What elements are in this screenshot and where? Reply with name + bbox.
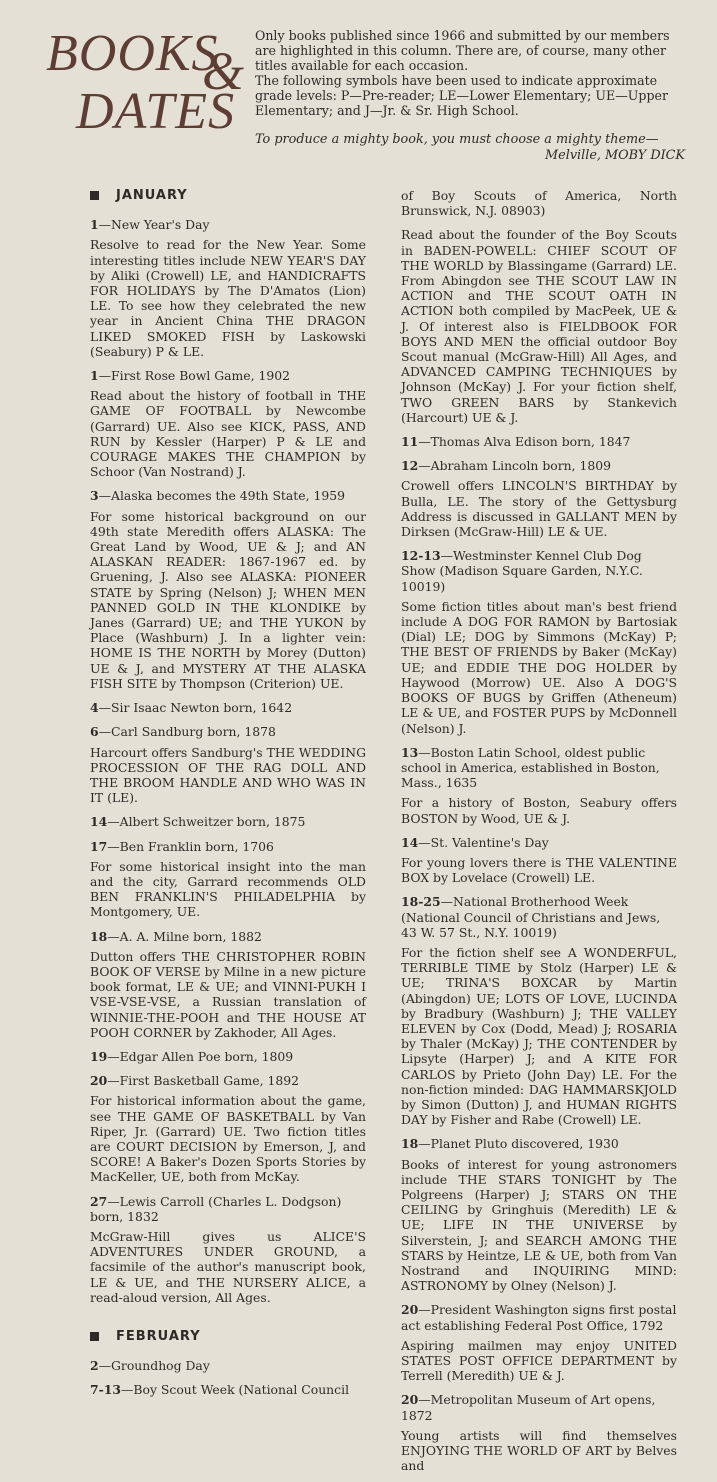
- logo-word-books: BOOKS: [46, 25, 219, 82]
- epigraph-quote: [255, 132, 685, 164]
- date-entry: [401, 548, 677, 735]
- entry-description: Young artists will find themselves ENJOYING THE WORLD OF ART by Belves and: [401, 1427, 677, 1474]
- date-entry: [90, 488, 366, 691]
- entry-event-title: —President Washington signs first postal act establishing Federal Post Office, 1792: [401, 1302, 677, 1333]
- date-entry: [90, 724, 366, 805]
- date-entry: [90, 1382, 366, 1397]
- month-label: FEBRUARY: [116, 1329, 201, 1344]
- bullet-square-icon: [90, 1332, 99, 1341]
- date-entry: [90, 1194, 366, 1305]
- entry-day-number: 7-13: [90, 1382, 122, 1398]
- right-column: [401, 188, 677, 1482]
- intro-paragraph-2: The following symbols have been used to indicate approximate grade levels: P—Pre-reader; LE—Lower Elementary; UE—Upper Elementary; and J—Jr. & Sr. High School.: [255, 73, 669, 118]
- page-header: [0, 0, 717, 180]
- entry-date-line: [90, 1358, 366, 1373]
- entry-event-title: —Albert Schweitzer born, 1875: [107, 814, 306, 830]
- entry-date-line: [90, 368, 366, 383]
- entry-description: For the fiction shelf see A WONDERFUL, TERRIBLE TIME by Stolz (Harper) LE & UE; TRINA'S BOXCAR by Martin (Abingdon) UE; LOTS OF LOVE, LUCINDA by Bradbury (Washburn) J; THE VALLEY ELEVEN by Cox (Dodd, Mead) J; ROSARIA by Thaler (McKay) J; THE CONTENDER by Lipsyte (Harper) J; and A KITE FOR CARLOS by Prieto (John Day) LE. For the non-fiction minded: DAG HAMMARSKJOLD by Simon (Dutton) J, and HUMAN RIGHTS DAY by Fisher and Rabe (Crowell) LE.: [401, 944, 677, 1128]
- entry-event-title: —Westminster Kennel Club Dog Show (Madison Square Garden, N.Y.C. 10019): [401, 548, 643, 594]
- entry-day-number: 20: [401, 1392, 419, 1408]
- date-entry: [90, 700, 366, 715]
- entry-day-number: 18: [90, 928, 108, 944]
- logo-ampersand: &: [202, 41, 245, 101]
- entry-date-line: [401, 745, 677, 791]
- entry-date-line: [401, 458, 677, 473]
- entry-date-line: [90, 1049, 366, 1064]
- entry-event-title: —National Brotherhood Week (National Council of Christians and Jews, 43 W. 57 St., N.Y. 10019): [401, 894, 661, 940]
- entry-description: Aspiring mailmen may enjoy UNITED STATES POST OFFICE DEPARTMENT by Terrell (Meredith) UE & J.: [401, 1337, 677, 1384]
- continued-entry: [401, 188, 677, 218]
- date-entry: [90, 814, 366, 829]
- entry-day-number: 19: [90, 1048, 108, 1064]
- entry-description: For young lovers there is THE VALENTINE BOX by Lovelace (Crowell) LE.: [401, 854, 677, 886]
- entry-event-title: —Edgar Allen Poe born, 1809: [107, 1048, 294, 1064]
- entry-day-number: 17: [90, 838, 108, 854]
- entry-event-title: —Ben Franklin born, 1706: [107, 838, 274, 854]
- entry-event-title: —Boston Latin School, oldest public school in America, established in Boston, Mass., 1635: [401, 744, 660, 791]
- quote-text: To produce a mighty book, you must choose a mighty theme—: [255, 132, 659, 147]
- entry-description: Some fiction titles about man's best friend include A DOG FOR RAMON by Bartosiak (Dial) LE; DOG by Simmons (McKay) P; THE BEST OF FRIENDS by Baker (McKay) UE; and EDDIE THE DOG HOLDER by Haywood (Morrow) UE. Also A DOG'S BOOKS OF BUGS by Griffen (Atheneum) LE & UE, and FOSTER PUPS by McDonnell (Nelson) J.: [401, 598, 677, 736]
- continuation-text: of Boy Scouts of America, North Brunswick, N.J. 08903): [401, 188, 677, 219]
- february-entries: [90, 1358, 366, 1397]
- date-entry: [90, 217, 366, 359]
- february-entries-continued: [401, 227, 677, 1473]
- entry-description: Read about the history of football in THE GAME OF FOOTBALL by Newcombe (Garrard) UE. Also see KICK, PASS, AND RUN by Kessler (Harper) P & LE and COURAGE MAKES THE CHAMPION by Schoor (Van Nostrand) J.: [90, 388, 366, 480]
- entry-date-line: [401, 1302, 677, 1332]
- date-entry: [401, 894, 677, 1127]
- entry-date-line: [90, 814, 366, 829]
- entry-event-title: —Alaska becomes the 49th State, 1959: [98, 488, 346, 504]
- entry-day-number: 20: [401, 1302, 419, 1318]
- quote-attribution: Melville, MOBY DICK: [545, 148, 685, 163]
- entry-day-number: 20: [90, 1073, 108, 1089]
- entry-event-title: —Groundhog Day: [98, 1358, 210, 1374]
- entry-event-title: —First Rose Bowl Game, 1902: [98, 368, 291, 384]
- entry-date-line: [401, 434, 677, 449]
- intro-text: [255, 28, 685, 118]
- entry-day-number: 13: [401, 744, 419, 760]
- entry-event-title: —Abraham Lincoln born, 1809: [418, 458, 612, 474]
- entry-day-number: 1: [90, 217, 99, 233]
- entry-date-line: [401, 1392, 677, 1422]
- entry-day-number: 27: [90, 1193, 108, 1209]
- entry-day-number: 18-25: [401, 894, 441, 910]
- entry-date-line: [90, 1194, 366, 1224]
- books-and-dates-logo: [46, 24, 246, 144]
- entry-description: Dutton offers THE CHRISTOPHER ROBIN BOOK OF VERSE by Milne in a new picture book format, LE & UE; and VINNI-PUKH I VSE-VSE-VSE, a Russian translation of WINNIE-THE-POOH and THE HOUSE AT POOH CORNER by Zakhoder, All Ages.: [90, 948, 366, 1040]
- entry-event-title: —New Year's Day: [98, 217, 210, 233]
- entry-date-line: [401, 894, 677, 940]
- entry-day-number: 14: [90, 814, 108, 830]
- entry-description: For some historical insight into the man and the city, Garrard recommends OLD BEN FRANKLIN'S PHILADELPHIA by Montgomery, UE.: [90, 858, 366, 920]
- entry-description: Crowell offers LINCOLN'S BIRTHDAY by Bulla, LE. The story of the Gettysburg Address is discussed in GALLANT MEN by Dirksen (McGraw-Hill) LE & UE.: [401, 478, 677, 540]
- entry-day-number: 12: [401, 458, 419, 474]
- date-entry: [90, 929, 366, 1040]
- entry-date-line: [90, 1382, 366, 1397]
- entry-event-title: —Planet Pluto discovered, 1930: [418, 1136, 619, 1152]
- entry-description: For some historical background on our 49th state Meredith offers ALASKA: The Great Land by Wood, UE & J; and AN ALASKAN READER: 1867-1967 ed. by Gruening, J. Also see ALASKA: PIONEER STATE by Spring (Nelson) J; WHEN MEN PANNED GOLD IN THE KLONDIKE by Janes (Garrard) UE; and THE YUKON by Place (Washburn) J. In a lighter vein: HOME IS THE NORTH by Morey (Dutton) UE & J, and MYSTERY AT THE ALASKA FISH SITE by Thompson (Criterion) UE.: [90, 508, 366, 691]
- entry-event-title: —A. A. Milne born, 1882: [107, 928, 262, 944]
- date-entry: [401, 1302, 677, 1383]
- entry-date-line: [90, 929, 366, 944]
- entry-event-title: —Thomas Alva Edison born, 1847: [418, 434, 631, 450]
- entry-day-number: 6: [90, 724, 99, 740]
- date-entry: [90, 1358, 366, 1373]
- month-heading-january: [90, 188, 366, 203]
- intro-paragraph-1: Only books published since 1966 and submitted by our members are highlighted in this column. There are, of course, many other titles available for each occasion.: [255, 28, 670, 73]
- entry-day-number: 14: [401, 834, 419, 850]
- entry-event-title: —First Basketball Game, 1892: [107, 1073, 300, 1089]
- month-label: JANUARY: [116, 188, 188, 203]
- date-entry: [401, 227, 677, 425]
- entry-date-line: [401, 1136, 677, 1151]
- entry-day-number: 2: [90, 1358, 99, 1374]
- entry-day-number: 3: [90, 488, 99, 504]
- entry-event-title: —St. Valentine's Day: [418, 834, 549, 850]
- entry-date-line: [90, 488, 366, 503]
- entry-description: Resolve to read for the New Year. Some interesting titles include NEW YEAR'S DAY by Aliki (Crowell) LE, and HANDICRAFTS FOR HOLIDAYS by The D'Amatos (Lion) LE. To see how they celebrated the new year in Ancient China THE DRAGON LIKED SMOKED FISH by Laskowski (Seabury) P & LE.: [90, 237, 366, 359]
- entry-date-line: [401, 548, 677, 594]
- january-entries: [90, 217, 366, 1305]
- month-heading-february: [90, 1329, 366, 1344]
- entry-description: For a history of Boston, Seabury offers BOSTON by Wood, UE & J.: [401, 795, 677, 826]
- entry-event-title: —Lewis Carroll (Charles L. Dodgson) born, 1832: [90, 1193, 342, 1224]
- date-entry: [90, 1049, 366, 1064]
- entry-date-line: [90, 724, 366, 739]
- entry-date-line: [90, 700, 366, 715]
- entry-description: Read about the founder of the Boy Scouts in BADEN-POWELL: CHIEF SCOUT OF THE WORLD by Blassingame (Garrard) LE. From Abingdon see THE SCOUT LAW IN ACTION and THE SCOUT OATH IN ACTION both compiled by MacPeek, UE & J. Of interest also is FIELDBOOK FOR BOYS AND MEN the official outdoor Boy Scout manual (McGraw-Hill) All Ages, and ADVANCED CAMPING TECHNIQUES by Johnson (McKay) J. For your fiction shelf, TWO GREEN BARS by Stankevich (Harcourt) UE & J.: [401, 227, 677, 425]
- logo-word-dates: DATES: [76, 83, 236, 140]
- entry-description: McGraw-Hill gives us ALICE'S ADVENTURES UNDER GROUND, a facsimile of the author's manuscript book, LE & UE, and THE NURSERY ALICE, a read-aloud version, All Ages.: [90, 1228, 366, 1305]
- entry-day-number: 12-13: [401, 548, 441, 564]
- date-entry: [401, 458, 677, 539]
- entry-date-line: [90, 839, 366, 854]
- date-entry: [401, 434, 677, 449]
- entry-day-number: 4: [90, 700, 99, 716]
- entry-description: Books of interest for young astronomers include THE STARS TONIGHT by The Polgreens (Harper) J; STARS ON THE CEILING by Gringhuis (Meredith) LE & UE; LIFE IN THE UNIVERSE by Silverstein, J; and SEARCH AMONG THE STARS by Heintze, LE & UE, both from Van Nostrand and INQUIRING MIND: ASTRONOMY by Olney (Nelson) J.: [401, 1156, 677, 1294]
- date-entry: [90, 839, 366, 920]
- left-column: [90, 188, 366, 1407]
- entry-day-number: 1: [90, 368, 99, 384]
- entry-event-title: —Sir Isaac Newton born, 1642: [98, 700, 293, 716]
- entry-date-line: [90, 1073, 366, 1088]
- entry-description: Harcourt offers Sandburg's THE WEDDING PROCESSION OF THE RAG DOLL AND THE BROOM HANDLE AND WHO WAS IN IT (LE).: [90, 744, 366, 806]
- date-entry: [90, 368, 366, 479]
- entry-day-number: 18: [401, 1136, 419, 1152]
- entry-description: For historical information about the game, see THE GAME OF BASKETBALL by Van Riper, Jr. (Garrard) UE. Two fiction titles are COURT DECISION by Emerson, J, and SCORE! A Baker's Dozen Sports Stories by MacKeller, UE, both from McKay.: [90, 1093, 366, 1185]
- date-entry: [401, 1392, 677, 1473]
- entry-day-number: 11: [401, 434, 419, 450]
- date-entry: [401, 745, 677, 826]
- entry-event-title: —Metropolitan Museum of Art opens, 1872: [401, 1392, 656, 1423]
- entry-date-line: [90, 217, 366, 232]
- date-entry: [90, 1073, 366, 1184]
- date-entry: [401, 1136, 677, 1293]
- bullet-square-icon: [90, 191, 99, 200]
- entry-event-title: —Boy Scout Week (National Council: [121, 1382, 350, 1398]
- entry-date-line: [401, 835, 677, 850]
- date-entry: [401, 835, 677, 886]
- entry-event-title: —Carl Sandburg born, 1878: [98, 724, 276, 740]
